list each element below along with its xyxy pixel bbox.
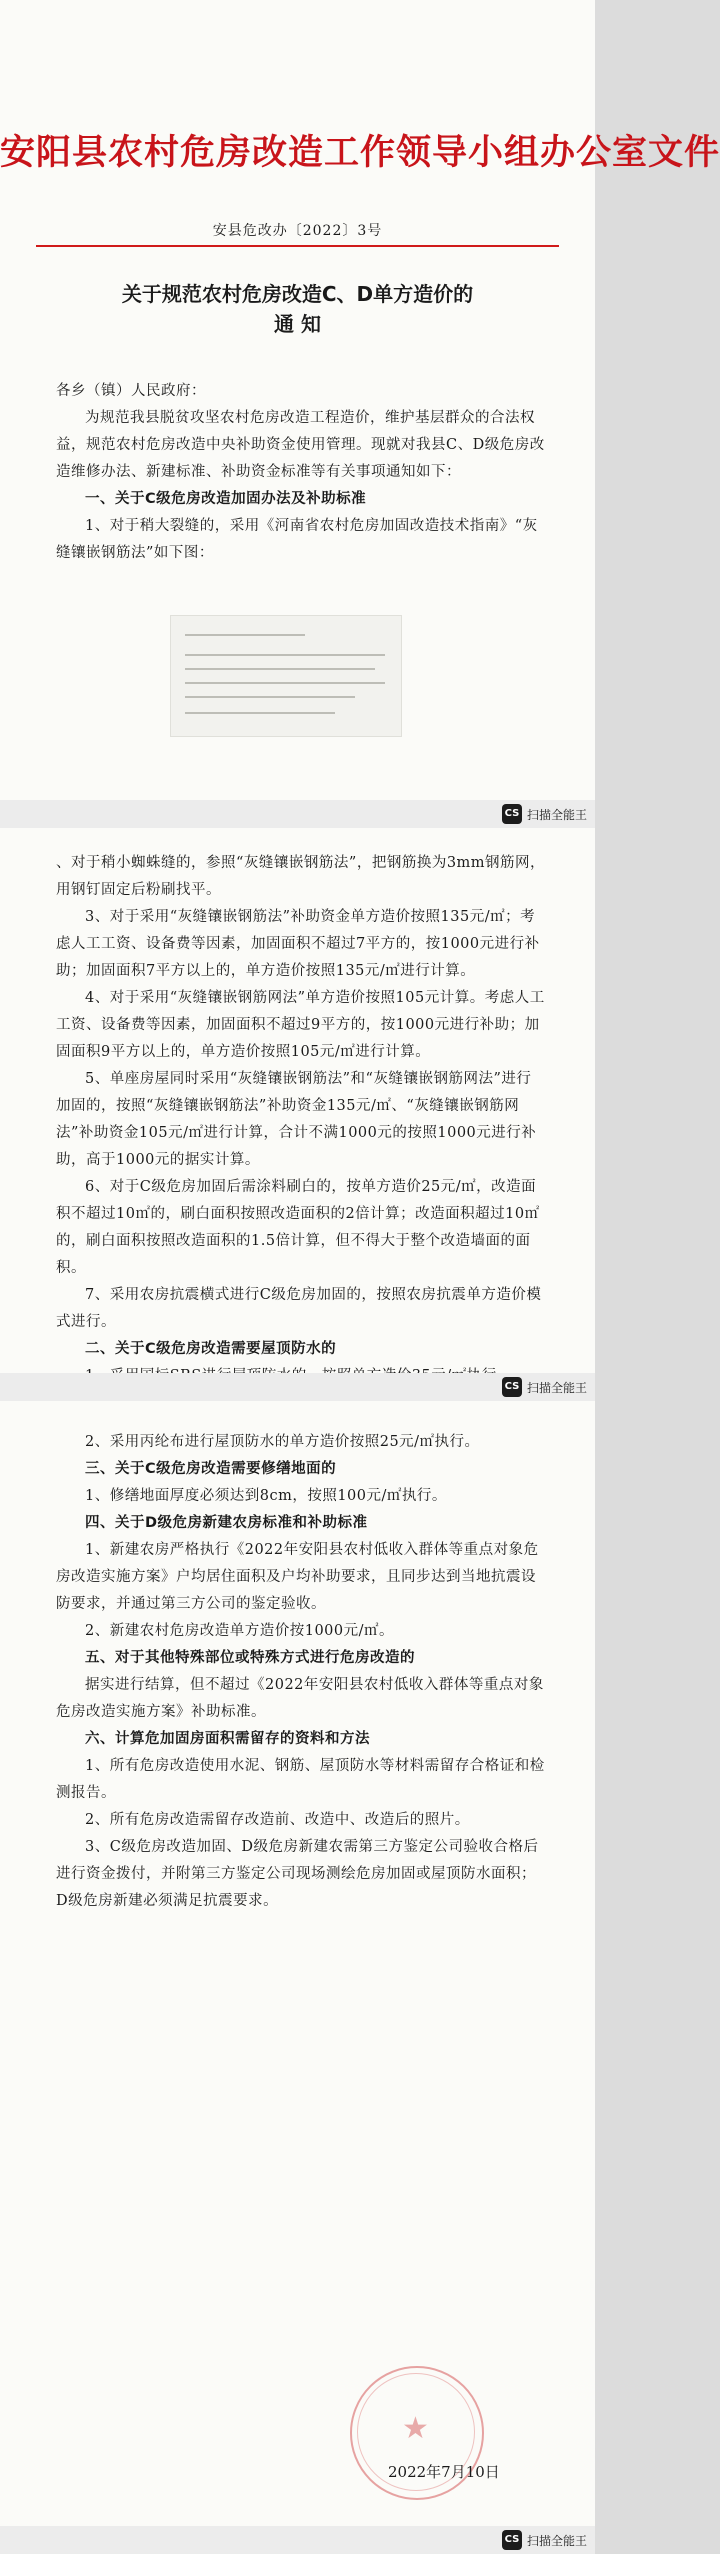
scanner-logo — [502, 1377, 587, 1397]
cs-logo-icon: CS — [502, 804, 522, 824]
section1-item3: 3、对于采用“灰缝镶嵌钢筋法”补助资金单方造价按照135元/㎡；考虑人工工资、设备费等因素，加固面积不超过7平方的，按1000元进行补助；加固面积7平方以上的，单方造价按照135元/㎡进行计算。 — [56, 909, 540, 979]
notice-title-line1: 关于规范农村危房改造C、D单方造价的 — [121, 282, 474, 306]
section4-item1: 1、新建农房严格执行《2022年安阳县农村低收入群体等重点对象危房改造实施方案》户均居住面积及户均补助要求，且同步达到当地抗震设防要求，并通过第三方公司的鉴定验收。 — [56, 1542, 539, 1612]
seal-star-icon: ★ — [402, 2411, 429, 2446]
page3-body — [56, 1429, 546, 1915]
salutation: 各乡（镇）人民政府： — [56, 383, 206, 399]
document-page-1 — [0, 0, 720, 800]
document-number: 安县危改办〔2022〕3号 — [212, 223, 383, 239]
page2-body — [56, 850, 546, 1390]
diagram-line — [185, 682, 385, 684]
notice-title — [0, 279, 595, 339]
diagram-line — [185, 668, 375, 670]
section-heading-6: 六、计算危加固房面积需留存的资料和方法 — [85, 1731, 370, 1747]
section6-item2: 2、所有危房改造需留存改造前、改造中、改造后的照片。 — [85, 1812, 470, 1828]
scanner-watermark-bar — [0, 1373, 595, 1401]
section-heading-2: 二、关于C级危房改造需要屋顶防水的 — [85, 1341, 337, 1357]
scanner-brand: 扫描全能王 — [526, 1380, 587, 1395]
section6-item3: 3、C级危房改造加固、D级危房新建农需第三方鉴定公司验收合格后进行资金拨付，并附第三方鉴定公司现场测绘危房加固或屋顶防水面积；D级危房新建必须满足抗震要求。 — [56, 1839, 539, 1909]
scanner-watermark-bar — [0, 800, 595, 828]
section1-item6: 6、对于C级危房加固后需涂料刷白的，按单方造价25元/㎡，改造面积不超过10㎡的，刷白面积按照改造面积的2倍计算；改造面积超过10㎡的，刷白面积按照改造面积的1.5倍计算，但不得大于整个改造墙面的面积。 — [56, 1179, 540, 1276]
page1-body — [56, 378, 546, 567]
section5-body: 据实进行结算，但不超过《2022年安阳县农村低收入群体等重点对象危房改造实施方案》补助标准。 — [56, 1677, 544, 1720]
diagram-line — [185, 634, 305, 636]
diagram-line — [185, 712, 335, 714]
section1-item5: 5、单座房屋同时采用“灰缝镶嵌钢筋法”和“灰缝镶嵌钢筋网法”进行加固的，按照“灰缝镶嵌钢筋法”补助资金135元/㎡、“灰缝镶嵌钢筋网法”补助资金105元/㎡进行计算，合计不满1000元的按照1000元进行补助，高于1000元的据实计算。 — [56, 1071, 537, 1168]
red-divider — [36, 245, 559, 247]
section-heading-1: 一、关于C级危房改造加固办法及补助标准 — [85, 491, 367, 507]
section4-item2: 2、新建农村危房改造单方造价按1000元/㎡。 — [85, 1623, 395, 1639]
scanner-logo — [502, 804, 587, 824]
issue-date: 2022年7月10日 — [388, 2463, 500, 2481]
intro-paragraph: 为规范我县脱贫攻坚农村危房改造工程造价，维护基层群众的合法权益，规范农村危房改造中央补助资金使用管理。现就对我县C、D级危房改造维修办法、新建标准、补助资金标准等有关事项通知如下： — [56, 410, 545, 480]
section6-item1: 1、所有危房改造使用水泥、钢筋、屋顶防水等材料需留存合格证和检测报告。 — [56, 1758, 545, 1801]
cs-logo-icon: CS — [502, 2530, 522, 2550]
section1-item1: 1、对于稍大裂缝的，采用《河南省农村危房加固改造技术指南》“灰缝镶嵌钢筋法”如下图： — [56, 518, 538, 561]
org-header: 安阳县农村危房改造工作领导小组办公室文件 — [0, 132, 720, 173]
section1-item4: 4、对于采用“灰缝镶嵌钢筋网法”单方造价按照105元计算。考虑人工工资、设备费等因素，加固面积不超过9平方的，按1000元进行补助；加固面积9平方以上的，单方造价按照105元/㎡进行计算。 — [56, 990, 545, 1060]
notice-title-line2: 通 知 — [274, 312, 321, 336]
section2-item2: 2、采用丙纶布进行屋顶防水的单方造价按照25元/㎡执行。 — [85, 1434, 480, 1450]
section-heading-4: 四、关于D级危房新建农房标准和补助标准 — [85, 1515, 368, 1531]
scanner-watermark-bar — [0, 2526, 595, 2554]
section3-item1: 1、修缮地面厚度必须达到8cm，按照100元/㎡执行。 — [85, 1488, 447, 1504]
reinforcement-diagram — [170, 615, 402, 737]
document-page-2 — [0, 828, 595, 1373]
diagram-line — [185, 654, 385, 656]
section1-item7: 7、采用农房抗震横式进行C级危房加固的，按照农房抗震单方造价模式进行。 — [56, 1287, 542, 1330]
cs-logo-icon: CS — [502, 1377, 522, 1397]
scanner-logo — [502, 2530, 587, 2550]
section-heading-5: 五、对于其他特殊部位或特殊方式进行危房改造的 — [85, 1650, 415, 1666]
diagram-line — [185, 696, 355, 698]
section-heading-3: 三、关于C级危房改造需要修缮地面的 — [85, 1461, 337, 1477]
scanner-brand: 扫描全能王 — [526, 2533, 587, 2548]
document-page-3 — [0, 1401, 595, 2526]
section1-item2-cont: 、对于稍小蜘蛛缝的，参照“灰缝镶嵌钢筋法”，把钢筋换为3mm钢筋网，用钢钉固定后粉刷找平。 — [56, 855, 546, 898]
scanner-brand: 扫描全能王 — [526, 807, 587, 822]
